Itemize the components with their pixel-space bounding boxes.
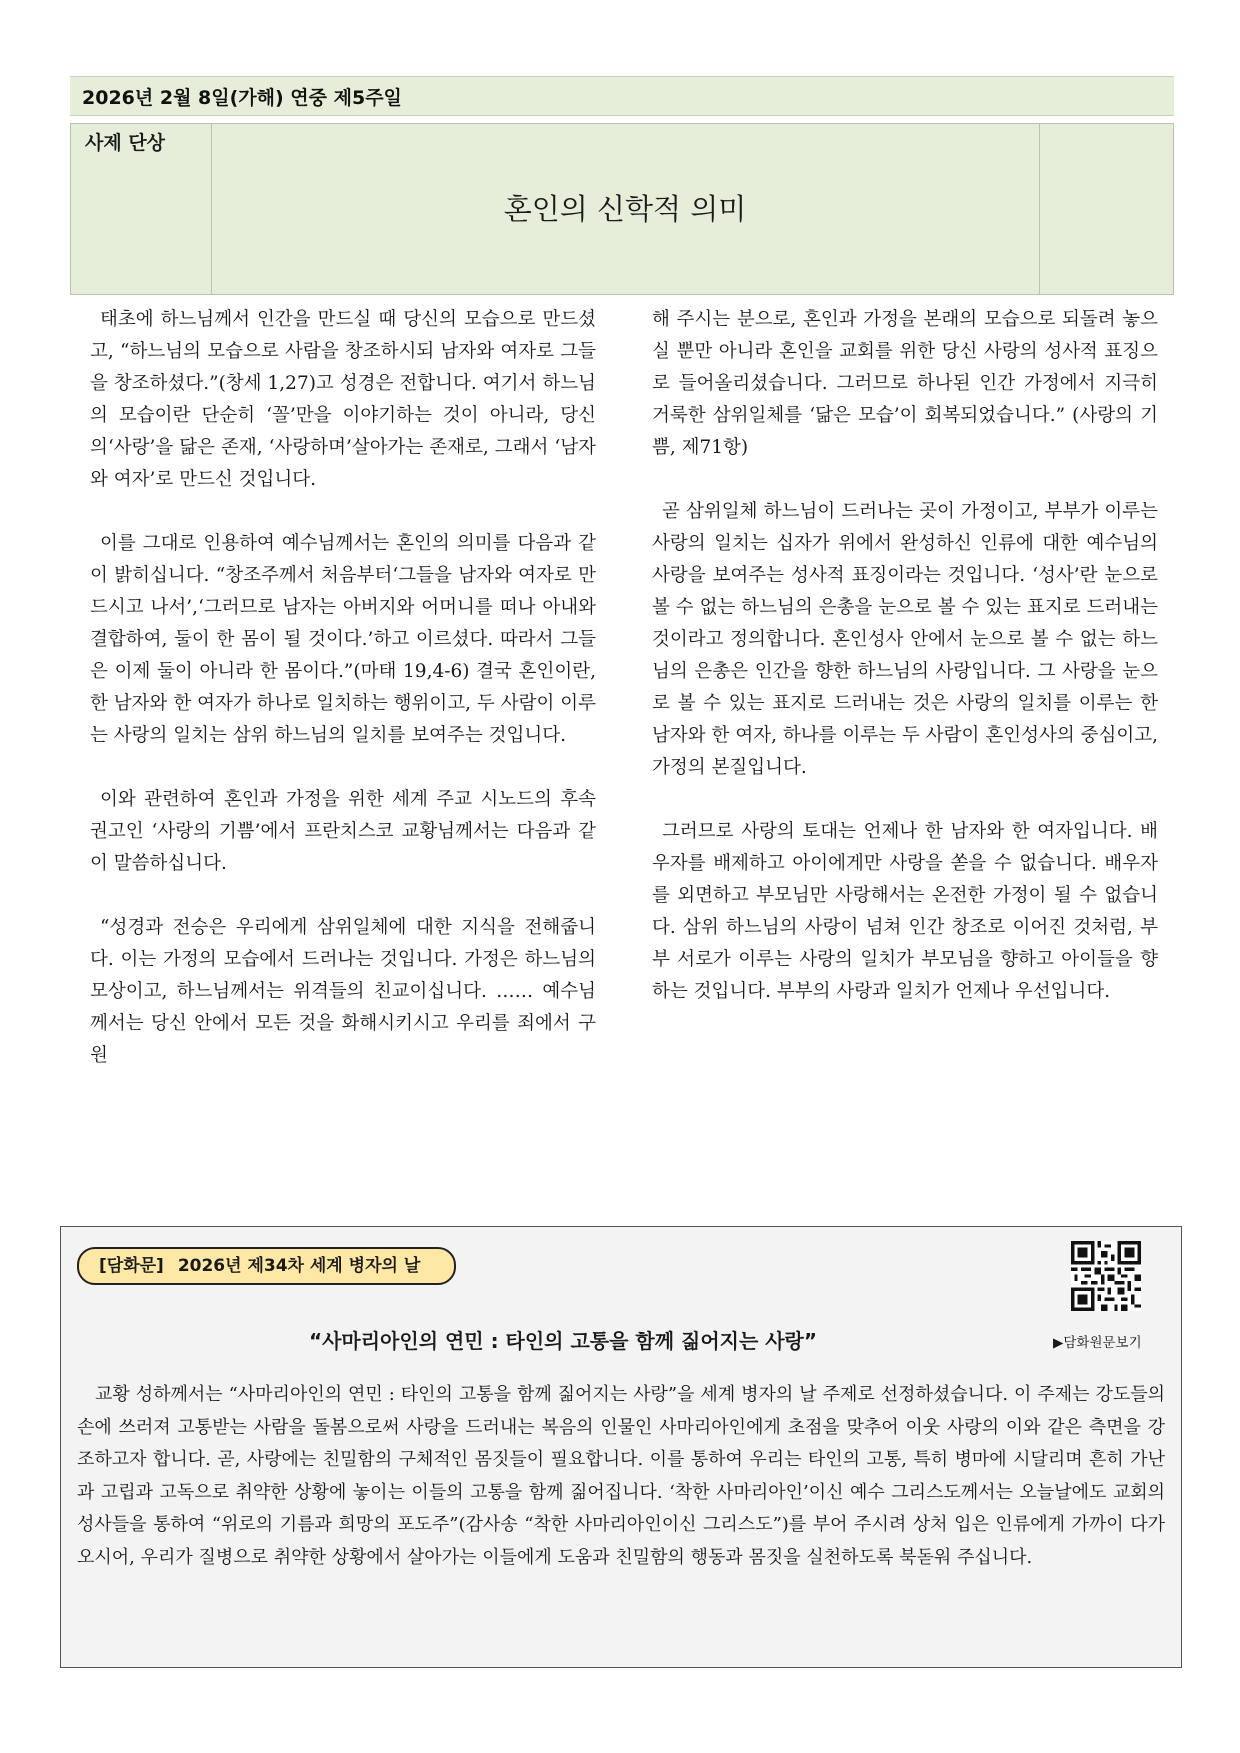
message-body: 교황 성하께서는 “사마리아인의 연민 : 타인의 고통을 함께 짊어지는 사랑”을 세계 병자의 날 주제로 선정하셨습니다. 이 주제는 강도들의 손에 쓰러져 고통받는 사람을 돌봄으로써 사랑을 드러내는 복음의 인물인 사마리아인에게 초점을 맞추어 이웃 사랑의 이와 같은 측면을 강조하고자 합니다. 곧, 사랑에는 친밀함의 구체적인 몸짓들이 필요합니다. 이를 통하여 우리는 타인의 고통, 특히 병마에 시달리며 흔히 가난과 고립과 고독으로 취약한 상황에 놓이는 이들의 고통을 함께 짊어집니다. ‘착한 사마리아인’이신 예수 그리스도께서는 오늘날에도 교회의 성사들을 통하여 “위로의 기름과 희망의 포도주”(감사송 “착한 사마리아인이신 그리스도”)를 부어 주시려 상처 입은 인류에게 가까이 다가오시어, 우리가 질병으로 취약한 상황에서 살아가는 이들에게 도움과 친밀함의 행동과 몸짓을 실천하도록 북돋워 주십니다. [77,1384,1166,1568]
article-paragraph: 곧 삼위일체 하느님이 드러나는 곳이 가정이고, 부부가 이루는 사랑의 일치는 십자가 위에서 완성하신 인류에 대한 예수님의 사랑을 보여주는 성사적 표징이라는 것입니다. ‘성사’란 눈으로 볼 수 없는 하느님의 은총을 눈으로 볼 수 있는 표지로 드러내는 것이라고 정의합니다. 혼인성사 안에서 눈으로 볼 수 없는 하느님의 은총은 인간을 향한 하느님의 사랑입니다. 그 사랑을 눈으로 볼 수 있는 표지로 드러내는 것은 사랑의 일치를 이루는 한 남자와 한 여자, 하나를 이루는 두 사람이 혼인성사의 중심이고, 가정의 본질입니다. [652,501,1158,778]
section-label: 사제 단상 [85,132,166,154]
article-paragraph: 태초에 하느님께서 인간을 만드실 때 당신의 모습으로 만드셨고, “하느님의 모습으로 사람을 창조하시되 남자와 여자로 그들을 창조하셨다.”(창세 1,27)고 성경은 전합니다. 여기서 하느님의 모습이란 단순히 ‘꼴’만을 이야기하는 것이 아니라, 당신의‘사랑’을 닮은 존재, ‘사랑하며’살아가는 존재로, 그래서 ‘남자와 여자’로 만드신 것입니다. [90,309,596,490]
message-tag-title: 2026년 제34차 세계 병자의 날 [177,1256,421,1276]
article-left-column [90,304,596,1104]
message-tag-pill [77,1247,456,1285]
article-title: 혼인의 신학적 의미 [503,192,747,226]
article-paragraph: 이를 그대로 인용하여 예수님께서는 혼인의 의미를 다음과 같이 밝히십니다. “창조주께서 처음부터‘그들을 남자와 여자로 만드시고 나서’,‘그러므로 남자는 아버지와 어머니를 떠나 아내와 결합하여, 둘이 한 몸이 될 것이다.’하고 이르셨다. 따라서 그들은 이제 둘이 아니라 한 몸이다.”(마태 19,4-6) 결국 혼인이란, 한 남자와 한 여자가 하나로 일치하는 행위이고, 두 사람이 이루는 사랑의 일치는 삼위 하느님의 일치를 보여주는 것입니다. [90,533,596,746]
message-tag: [담화문] [99,1256,164,1276]
article-right-column [652,304,1158,1040]
header-date: 2026년 2월 8일(가해) 연중 제5주일 [82,87,402,109]
qr-caption-link[interactable]: ▶담화원문보기 [1053,1335,1142,1351]
article-paragraph: 해 주시는 분으로, 혼인과 가정을 본래의 모습으로 되돌려 놓으실 뿐만 아니라 혼인을 교회를 위한 당신 사랑의 성사적 표징으로 들어올리셨습니다. 그러므로 하나된 인간 가정에서 지극히 거룩한 삼위일체를 ‘닮은 모습’이 회복되었습니다.” (사랑의 기쁨, 제71항) [652,309,1158,458]
message-headline: “사마리아인의 연민 : 타인의 고통을 함께 짊어지는 사랑” [308,1329,818,1353]
qr-code-icon[interactable] [1071,1241,1141,1311]
article-paragraph: “성경과 전승은 우리에게 삼위일체에 대한 지식을 전해줍니다. 이는 가정의 모습에서 드러나는 것입니다. 가정은 하느님의 모상이고, 하느님께서는 위격들의 친교이십니다. …… 예수님께서는 당신 안에서 모든 것을 화해시키시고 우리를 죄에서 구원 [90,917,596,1066]
article-paragraph: 그러므로 사랑의 토대는 언제나 한 남자와 한 여자입니다. 배우자를 배제하고 아이에게만 사랑을 쏟을 수 없습니다. 배우자를 외면하고 부모님만 사랑해서는 온전한 가정이 될 수 없습니다. 삼위 하느님의 사랑이 넘쳐 인간 창조로 이어진 것처럼, 부부 서로가 이루는 사랑의 일치가 부모님을 향하고 아이들을 향하는 것입니다. 부부의 사랑과 일치가 언제나 우선입니다. [652,821,1158,1002]
header-bar [70,76,1174,116]
message-box [60,1226,1182,1668]
title-box [70,123,1174,295]
title-divider-right [1039,124,1040,294]
article-paragraph: 이와 관련하여 혼인과 가정을 위한 세계 주교 시노드의 후속 권고인 ‘사랑의 기쁨’에서 프란치스코 교황님께서는 다음과 같이 말씀하십니다. [90,789,596,874]
